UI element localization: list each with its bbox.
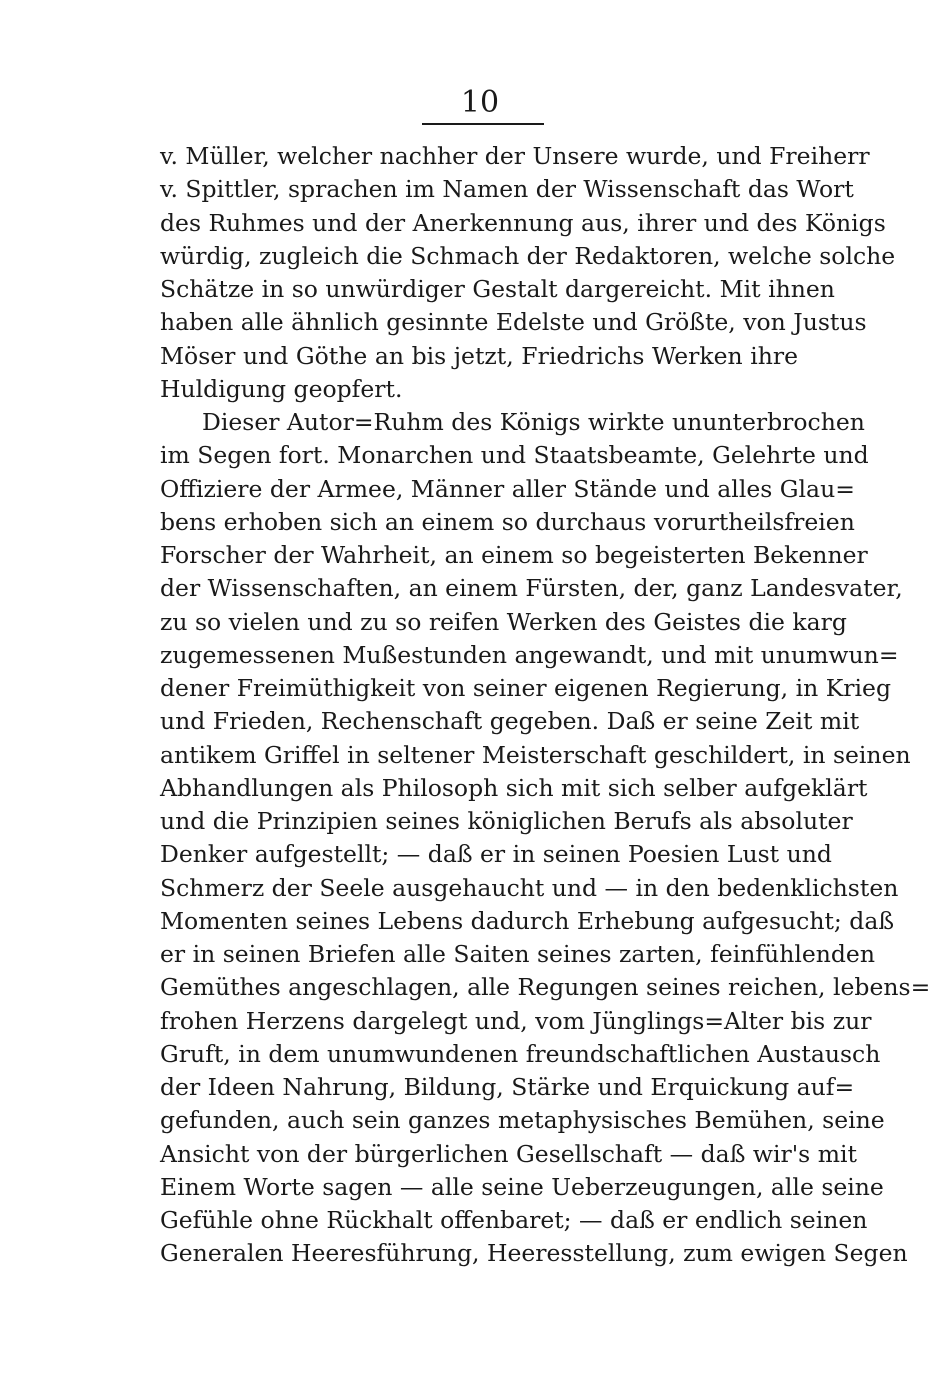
text-line: antikem Griffel in seltener Meisterschaft geschildert, in seinen	[160, 740, 911, 769]
text-line: frohen Herzens dargelegt und, vom Jünglings=Alter bis zur	[160, 1006, 872, 1035]
text-line: und Frieden, Rechenschaft gegeben. Daß er seine Zeit mit	[160, 707, 860, 736]
text-line: bens erhoben sich an einem so durchaus vorurtheilsfreien	[160, 507, 855, 536]
text-line: Gefühle ohne Rückhalt offenbaret; — daß er endlich seinen	[160, 1206, 868, 1234]
text-line: der Ideen Nahrung, Bildung, Stärke und Erquickung auf=	[160, 1073, 855, 1101]
text-line: Gruft, in dem unumwundenen freundschaftlichen Austausch	[160, 1039, 881, 1068]
page-number: 10	[460, 85, 500, 120]
text-line: v. Spittler, sprachen im Namen der Wissenschaft das Wort	[160, 175, 854, 204]
text-line: Denker aufgestellt; — daß er in seinen Poesien Lust und	[160, 840, 832, 869]
text-line: haben alle ähnlich gesinnte Edelste und Größte, von Justus	[160, 308, 867, 337]
text-line: Momenten seines Lebens dadurch Erhebung aufgesucht; daß	[160, 906, 895, 935]
text-line: Möser und Göthe an bis jetzt, Friedrichs Werken ihre	[160, 341, 798, 370]
text-line: des Ruhmes und der Anerkennung aus, ihrer und des Königs	[160, 208, 886, 237]
page-number-rule	[422, 123, 544, 125]
text-line: Generalen Heeresführung, Heeresstellung, zum ewigen Segen	[160, 1239, 908, 1268]
text-line: Forscher der Wahrheit, an einem so begeisterten Bekenner	[160, 541, 868, 569]
text-line: zu so vielen und zu so reifen Werken des Geistes die karg	[160, 607, 847, 636]
text-line: Abhandlungen als Philosoph sich mit sich selber aufgeklärt	[160, 773, 868, 802]
text-line: Schmerz der Seele ausgehaucht und — in den bedenklichsten	[160, 873, 899, 902]
text-line: Einem Worte sagen — alle seine Ueberzeugungen, alle seine	[160, 1172, 884, 1201]
text-line: und die Prinzipien seines königlichen Berufs als absoluter	[160, 807, 853, 835]
text-line: Gemüthes angeschlagen, alle Regungen seines reichen, lebens=	[160, 973, 930, 1002]
text-line: Ansicht von der bürgerlichen Gesellschaft — daß wir's mit	[160, 1139, 857, 1168]
text-line: zugemessenen Mußestunden angewandt, und mit unumwun=	[160, 640, 899, 669]
text-line: im Segen fort. Monarchen und Staatsbeamte, Gelehrte und	[160, 441, 869, 470]
text-line: gefunden, auch sein ganzes metaphysisches Bemühen, seine	[160, 1106, 885, 1135]
text-line: Schätze in so unwürdiger Gestalt dargereicht. Mit ihnen	[160, 275, 835, 303]
body-text	[160, 140, 930, 1271]
text-line: Offiziere der Armee, Männer aller Stände und alles Glau=	[160, 474, 855, 503]
text-line: Dieser Autor=Ruhm des Königs wirkte ununterbrochen	[202, 408, 865, 436]
text-line: er in seinen Briefen alle Saiten seines zarten, feinfühlenden	[160, 940, 875, 968]
text-line: Huldigung geopfert.	[160, 374, 403, 403]
text-line: würdig, zugleich die Schmach der Redaktoren, welche solche	[160, 241, 896, 270]
text-line: v. Müller, welcher nachher der Unsere wurde, und Freiherr	[160, 142, 870, 170]
text-line: dener Freimüthigkeit von seiner eigenen Regierung, in Krieg	[160, 674, 892, 702]
text-line: der Wissenschaften, an einem Fürsten, der, ganz Landesvater,	[160, 574, 903, 603]
